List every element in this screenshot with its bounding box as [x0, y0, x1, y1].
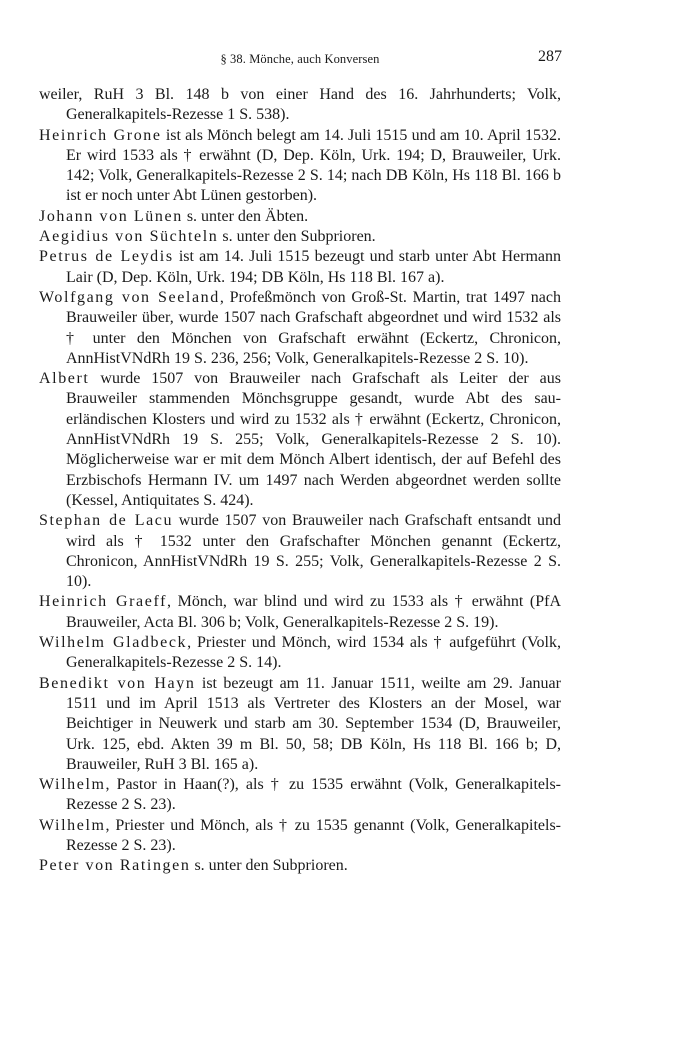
entry-name: Stephan de Lacu — [39, 512, 174, 530]
entry-text: , Priester und Mönch, als † zu 1535 genannt (Volk, Generalkapitels-Rezesse 2 S. 23). — [66, 816, 561, 854]
entry-text: , Mönch, war blind und wird zu 1533 als † erwähnt (PfA Brauweiler, Acta Bl. 306 b; Volk, Generalkapitels-Rezesse 2 S. 19). — [66, 593, 561, 631]
entry-text: weiler, RuH 3 Bl. 148 b von einer Hand des 16. Jahrhunderts; Volk, Generalkapitels-Rezesse 1 S. 538). — [39, 86, 561, 124]
entry-name: Petrus de Leydis — [39, 248, 174, 266]
entry-text: wurde 1507 von Brauweiler nach Grafschaft entsandt und wird als † 1532 unter den Grafschafter Mönchen genannt (Eckertz, Chronicon, AnnHistVNdRh 19 S. 255; Volk, Generalkapitels-Rezesse 2 S. 10). — [66, 512, 561, 591]
list-item — [39, 85, 561, 126]
entry-name: Johann von Lünen — [39, 207, 183, 225]
entry-name: Peter von Ratingen — [39, 857, 191, 875]
entry-text: ist als Mönch belegt am 14. Juli 1515 und am 10. April 1532. Er wird 1533 als † erwähnt (D, Dep. Köln, Urk. 194; D, Brauweiler, Urk. 142; Volk, Generalkapitels-Rezesse 2 S. 14; nach DB Köln, Hs 118 Bl. 166 b ist er noch unter Abt Lünen gestorben). — [66, 126, 561, 205]
entry-text: s. unter den Subprioren. — [218, 228, 376, 246]
entry-name: Wilhelm — [39, 776, 106, 794]
list-item — [39, 674, 561, 775]
list-item — [39, 369, 561, 511]
entry-name: Wilhelm — [39, 816, 106, 834]
list-item — [39, 288, 561, 369]
list-item — [39, 592, 561, 633]
entry-name: Albert — [39, 370, 90, 388]
entry-name: Benedikt von Hayn — [39, 674, 196, 692]
list-item — [39, 633, 561, 674]
entry-name: Wilhelm Gladbeck — [39, 634, 188, 652]
list-item — [39, 207, 561, 227]
entry-text: wurde 1507 von Brauweiler nach Grafschaft als Leiter der aus Brauweiler stammenden Mönchsgruppe gesandt, wurde Abt des sauerländischen Klosters und wird zu 1532 als † erwähnt (Eckertz, Chronicon, AnnHistVNdRh 19 S. 255; Volk, Generalkapitels-Rezesse 2 S. 10). Möglicherweise war er mit dem Mönch Albert identisch, der auf Befehl des Erzbischofs Hermann IV. um 1497 nach Werden abgeordnet werden sollte (Kessel, Antiquitates S. 424). — [66, 370, 561, 509]
entry-name: Wolfgang von Seeland — [39, 288, 220, 306]
entry-text: , Pastor in Haan(?), als † zu 1535 erwähnt (Volk, Generalkapitels-Rezesse 2 S. 23). — [66, 776, 561, 814]
entry-text: ist bezeugt am 11. Januar 1511, weilte am 29. Januar 1511 und im April 1513 als Vertreter des Klosters an der Mosel, war Beichtiger in Neuwerk und starb am 30. September 1534 (D, Brauweiler, Urk. 125, ebd. Akten 39 m Bl. 50, 58; DB Köln, Hs 118 Bl. 166 b; D, Brauweiler, RuH 3 Bl. 165 a). — [66, 674, 561, 773]
entry-list — [39, 85, 561, 877]
list-item — [39, 511, 561, 592]
entry-text: ist am 14. Juli 1515 bezeugt und starb unter Abt Hermann Lair (D, Dep. Köln, Urk. 194; DB Köln, Hs 118 Bl. 167 a). — [66, 248, 562, 286]
list-item — [39, 126, 561, 207]
entry-text: , Priester und Mönch, wird 1534 als † aufgeführt (Volk, Generalkapitels-Rezesse 2 S. 14). — [66, 634, 562, 672]
list-item — [39, 227, 561, 247]
page-number: 287 — [538, 48, 562, 65]
running-head: § 38. Mönche, auch Konversen — [220, 52, 380, 66]
list-item — [39, 775, 561, 816]
entry-text: , Profeßmönch von Groß-St. Martin, trat 1497 nach Brauweiler über, wurde 1507 nach Grafschaft abgeordnet und wird 1532 als † unter den Mönchen von Grafschaft erwähnt (Eckertz, Chronicon, AnnHistVNdRh 19 S. 236, 256; Volk, Generalkapitels-Rezesse 2 S. 10). — [66, 288, 562, 367]
list-item — [39, 816, 561, 857]
entry-name: Heinrich Grone — [39, 126, 162, 144]
list-item — [39, 247, 561, 288]
entry-text: s. unter den Subprioren. — [190, 857, 348, 875]
entry-text: s. unter den Äbten. — [182, 207, 309, 225]
entry-name: Aegidius von Süchteln — [39, 228, 219, 246]
list-item — [39, 856, 561, 876]
entry-name: Heinrich Graeff — [39, 593, 168, 611]
